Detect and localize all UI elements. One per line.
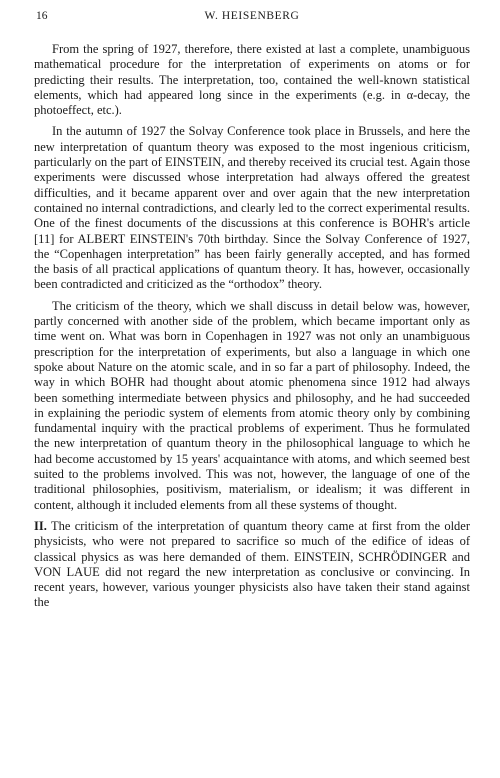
running-head: W. HEISENBERG xyxy=(204,10,300,22)
paragraph-2: In the autumn of 1927 the Solvay Conference took place in Brussels, and here the new interpretation of quantum theory was exposed to the most ingenious criticism, particularly on the part of EINSTEIN, and thereby received its crucial test. Again those experiments were discussed whose interpretation had always offered the greatest difficulties, and it became apparent over and over again that the new interpretation contained no internal contradictions, and clearly led to the correct experimental results. One of the finest documents of the discussions at this conference is BOHR's article [11] for ALBERT EINSTEIN's 70th birthday. Since the Solvay Conference of 1927, the “Copenhagen interpretation” has been fairly generally accepted, and has formed the basis of all practical applications of quantum theory. It has, however, occasionally been contradicted and criticized as the “orthodox” theory. xyxy=(34,124,470,292)
paragraph-1: From the spring of 1927, therefore, there existed at last a complete, unambiguous mathematical procedure for the interpretation of experiments on atoms or for predicting their results. The interpretation, too, contained the well-known statistical elements, which had appeared long since in the experiments (e.g. in α-decay, the photoeffect, etc.). xyxy=(34,42,470,118)
paragraph-3: The criticism of the theory, which we shall discuss in detail below was, however, partly concerned with another side of the problem, which became important only as time went on. What was born in Copenhagen in 1927 was not only an unambiguous prescription for the interpretation of experiments, but also a language in which one spoke about Nature on the atomic scale, and in so far a part of philosophy. Indeed, the way in which BOHR had thought about atomic phenomena since 1912 had always been something intermediate between physics and philosophy, and he had succeeded in explaining the periodic system of elements from atomic theory only by combining fundamental inquiry with the practical problems of experiment. Thus he formulated the new interpretation of quantum theory in the philosophical language to which he had become accustomed by 15 years' acquaintance with atoms, and which seemed best suited to the problems involved. This was not, however, the language of one of the traditional philosophies, positivism, materialism, or idealism; it was different in content, although it included elements from all these systems of thought. xyxy=(34,298,470,512)
section-paragraph-text: The criticism of the interpretation of quantum theory came at first from the older physicists, who were not prepared to sacrifice so much of the edifice of ideas of classical physics as was here demanded of them. EINSTEIN, SCHRÖDINGER and VON LAUE did not regard the new interpretation as conclusive or convincing. In recent years, however, various younger physicists also have taken their stand against the xyxy=(34,518,470,610)
page-number: 16 xyxy=(36,10,48,22)
section-number: II. xyxy=(34,518,47,533)
page-header xyxy=(34,6,470,28)
section-paragraph xyxy=(34,519,470,611)
